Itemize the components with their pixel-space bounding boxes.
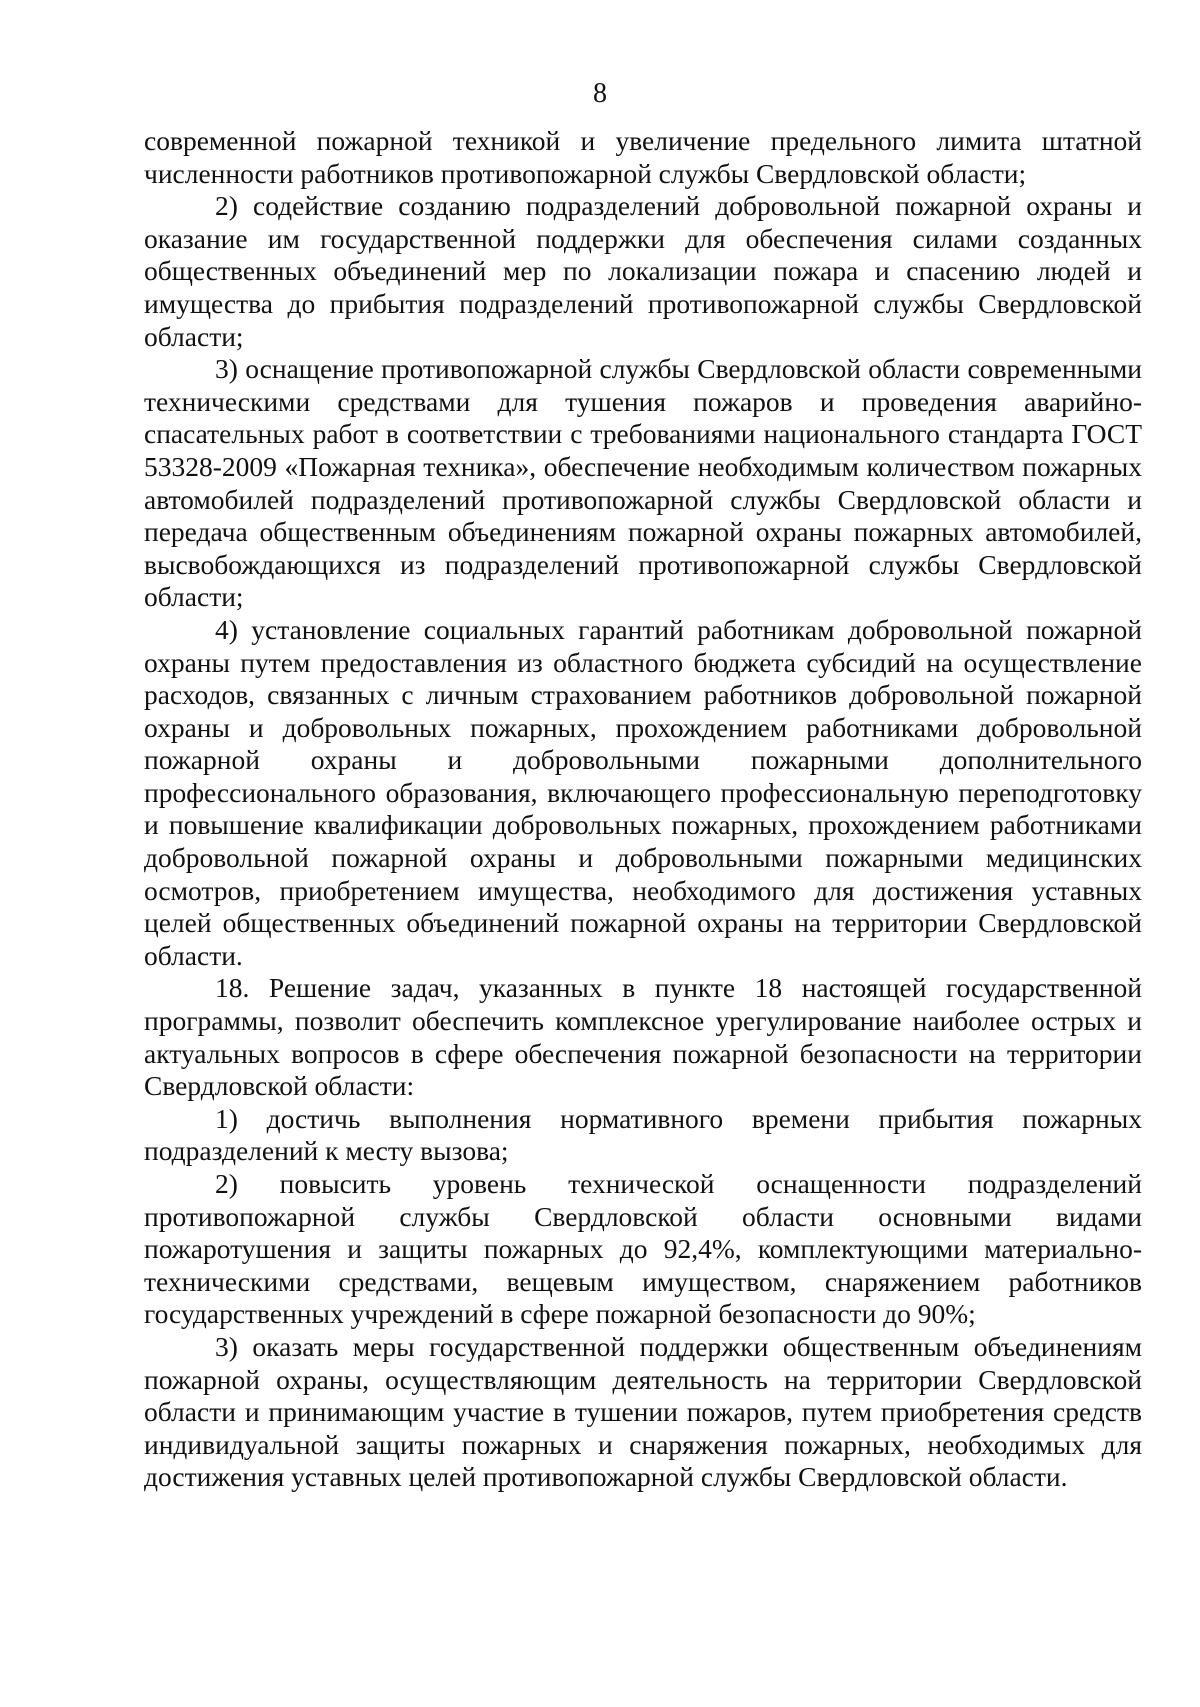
paragraph-result-1: 1) достичь выполнения нормативного времени прибытия пожарных подразделений к месту вызова;: [144, 1102, 1142, 1167]
paragraph-item-4: 4) установление социальных гарантий работникам добровольной пожарной охраны путем предоставления из областного бюджета субсидий на осуществление расходов, связанных с личным страхованием работников добровольной пожарной охраны и добровольных пожарных, прохождением работниками добровольной пожарной охраны и добровольными пожарными дополнительного профессионального образования, включающего профессиональную переподготовку и повышение квалификации добровольных пожарных, прохождением работниками добровольной пожарной охраны и добровольными пожарными медицинских осмотров, приобретением имущества, необходимого для достижения уставных целей общественных объединений пожарной охраны на территории Свердловской области.: [144, 613, 1142, 971]
paragraph-item-3: 3) оснащение противопожарной службы Свердловской области современными техническими средствами для тушения пожаров и проведения аварийно-спасательных работ в соответствии с требованиями национального стандарта ГОСТ 53328-2009 «Пожарная техника», обеспечение необходимым количеством пожарных автомобилей подразделений противопожарной службы Свердловской области и передача общественным объединениям пожарной охраны пожарных автомобилей, высвобождающихся из подразделений противопожарной службы Свердловской области;: [144, 353, 1142, 613]
page-number: 8: [593, 78, 607, 109]
document-body: [144, 125, 1142, 1494]
paragraph-result-2: 2) повысить уровень технической оснащенности подразделений противопожарной службы Свердловской области основными видами пожаротушения и защиты пожарных до 92,4%, комплектующими материально-техническими средствами, вещевым имуществом, снаряжением работников государственных учреждений в сфере пожарной безопасности до 90%;: [144, 1168, 1142, 1330]
paragraph-item-2: 2) содействие созданию подразделений добровольной пожарной охраны и оказание им государственной поддержки для обеспечения силами созданных общественных объединений мер по локализации пожара и спасению людей и имущества до прибытия подразделений противопожарной службы Свердловской области;: [144, 190, 1142, 352]
paragraph-continuation: современной пожарной техникой и увеличение предельного лимита штатной численности работников противопожарной службы Свердловской области;: [144, 125, 1142, 189]
paragraph-section-18: 18. Решение задач, указанных в пункте 18 настоящей государственной программы, позволит обеспечить комплексное урегулирование наиболее острых и актуальных вопросов в сфере обеспечения пожарной безопасности на территории Свердловской области:: [144, 972, 1142, 1102]
paragraph-result-3: 3) оказать меры государственной поддержки общественным объединениям пожарной охраны, осуществляющим деятельность на территории Свердловской области и принимающим участие в тушении пожаров, путем приобретения средств индивидуальной защиты пожарных и снаряжения пожарных, необходимых для достижения уставных целей противопожарной службы Свердловской области.: [144, 1330, 1142, 1493]
